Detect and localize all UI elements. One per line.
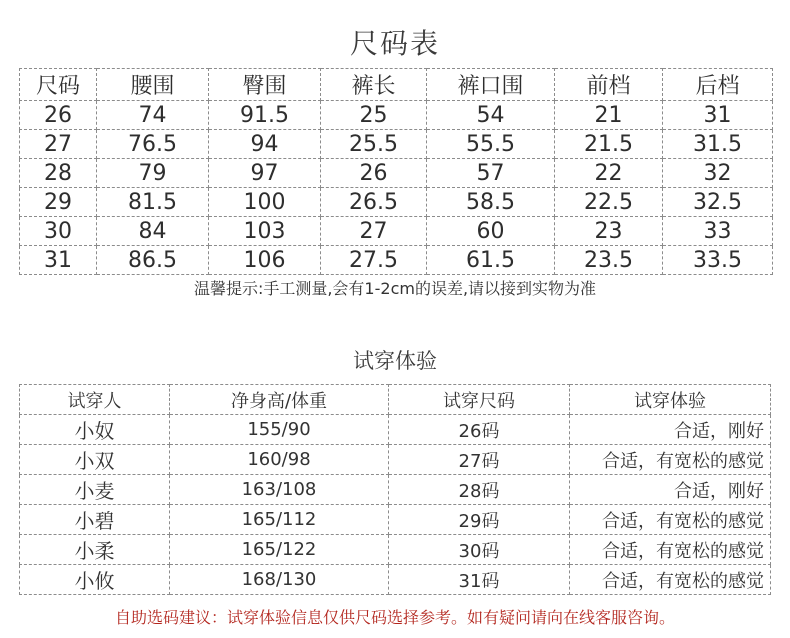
table-cell: 55.5 (427, 130, 555, 159)
table-cell: 29 (20, 188, 97, 217)
table-cell: 23.5 (555, 246, 663, 275)
header-hip: 臀围 (209, 69, 321, 101)
table-row (20, 415, 771, 445)
trial-size: 28码 (389, 475, 570, 505)
table-row (20, 565, 771, 595)
header-trial-experience: 试穿体验 (570, 385, 771, 415)
table-cell: 103 (209, 217, 321, 246)
table-cell: 106 (209, 246, 321, 275)
table-row (20, 505, 771, 535)
table-cell: 21 (555, 101, 663, 130)
header-front-rise: 前档 (555, 69, 663, 101)
table-cell: 32 (663, 159, 773, 188)
table-cell: 26 (321, 159, 427, 188)
table-cell: 26.5 (321, 188, 427, 217)
trial-size: 29码 (389, 505, 570, 535)
table-cell: 21.5 (555, 130, 663, 159)
table-cell: 74 (97, 101, 209, 130)
table-cell: 31 (663, 101, 773, 130)
height-weight: 168/130 (170, 565, 389, 595)
trial-table (19, 384, 771, 595)
table-row (20, 101, 773, 130)
table-cell: 33.5 (663, 246, 773, 275)
size-chart-header-row (20, 69, 773, 101)
size-chart-table (19, 68, 773, 275)
tester-name: 小双 (20, 445, 170, 475)
table-row (20, 445, 771, 475)
trial-size: 26码 (389, 415, 570, 445)
table-cell: 22.5 (555, 188, 663, 217)
height-weight: 163/108 (170, 475, 389, 505)
tester-name: 小攸 (20, 565, 170, 595)
table-cell: 76.5 (97, 130, 209, 159)
trial-experience: 合适，有宽松的感觉 (570, 535, 771, 565)
table-cell: 54 (427, 101, 555, 130)
table-cell: 27 (20, 130, 97, 159)
table-cell: 23 (555, 217, 663, 246)
header-leg-opening: 裤口围 (427, 69, 555, 101)
tester-name: 小柔 (20, 535, 170, 565)
table-cell: 33 (663, 217, 773, 246)
table-row (20, 535, 771, 565)
table-cell: 61.5 (427, 246, 555, 275)
table-cell: 57 (427, 159, 555, 188)
trial-section-title: 试穿体验 (353, 349, 437, 373)
trial-experience: 合适，刚好 (570, 475, 771, 505)
table-cell: 26 (20, 101, 97, 130)
table-cell: 84 (97, 217, 209, 246)
height-weight: 165/112 (170, 505, 389, 535)
header-trial-size: 试穿尺码 (389, 385, 570, 415)
table-cell: 30 (20, 217, 97, 246)
trial-size: 30码 (389, 535, 570, 565)
height-weight: 160/98 (170, 445, 389, 475)
trial-size: 31码 (389, 565, 570, 595)
table-cell: 27.5 (321, 246, 427, 275)
table-row (20, 159, 773, 188)
header-tester: 试穿人 (20, 385, 170, 415)
table-row (20, 217, 773, 246)
table-cell: 91.5 (209, 101, 321, 130)
table-cell: 32.5 (663, 188, 773, 217)
table-cell: 60 (427, 217, 555, 246)
size-advice-note: 自助选码建议：试穿体验信息仅供尺码选择参考。如有疑问请向在线客服咨询。 (114, 608, 675, 627)
table-cell: 25.5 (321, 130, 427, 159)
table-cell: 31 (20, 246, 97, 275)
trial-experience: 合适，有宽松的感觉 (570, 565, 771, 595)
trial-experience: 合适，刚好 (570, 415, 771, 445)
trial-size: 27码 (389, 445, 570, 475)
trial-header-row (20, 385, 771, 415)
table-row (20, 130, 773, 159)
table-row (20, 475, 771, 505)
table-cell: 25 (321, 101, 427, 130)
trial-experience: 合适，有宽松的感觉 (570, 445, 771, 475)
table-cell: 28 (20, 159, 97, 188)
header-waist: 腰围 (97, 69, 209, 101)
table-cell: 58.5 (427, 188, 555, 217)
size-chart-title: 尺码表 (349, 27, 440, 60)
height-weight: 165/122 (170, 535, 389, 565)
trial-experience: 合适，有宽松的感觉 (570, 505, 771, 535)
header-back-rise: 后档 (663, 69, 773, 101)
table-row (20, 188, 773, 217)
header-length: 裤长 (321, 69, 427, 101)
table-cell: 31.5 (663, 130, 773, 159)
height-weight: 155/90 (170, 415, 389, 445)
table-cell: 81.5 (97, 188, 209, 217)
table-row (20, 246, 773, 275)
table-cell: 79 (97, 159, 209, 188)
measurement-note: 温馨提示:手工测量,会有1-2cm的误差,请以接到实物为准 (193, 279, 597, 298)
table-cell: 94 (209, 130, 321, 159)
table-cell: 27 (321, 217, 427, 246)
table-cell: 97 (209, 159, 321, 188)
tester-name: 小碧 (20, 505, 170, 535)
tester-name: 小奴 (20, 415, 170, 445)
table-cell: 86.5 (97, 246, 209, 275)
tester-name: 小麦 (20, 475, 170, 505)
header-size: 尺码 (20, 69, 97, 101)
table-cell: 100 (209, 188, 321, 217)
table-cell: 22 (555, 159, 663, 188)
header-height-weight: 净身高/体重 (170, 385, 389, 415)
